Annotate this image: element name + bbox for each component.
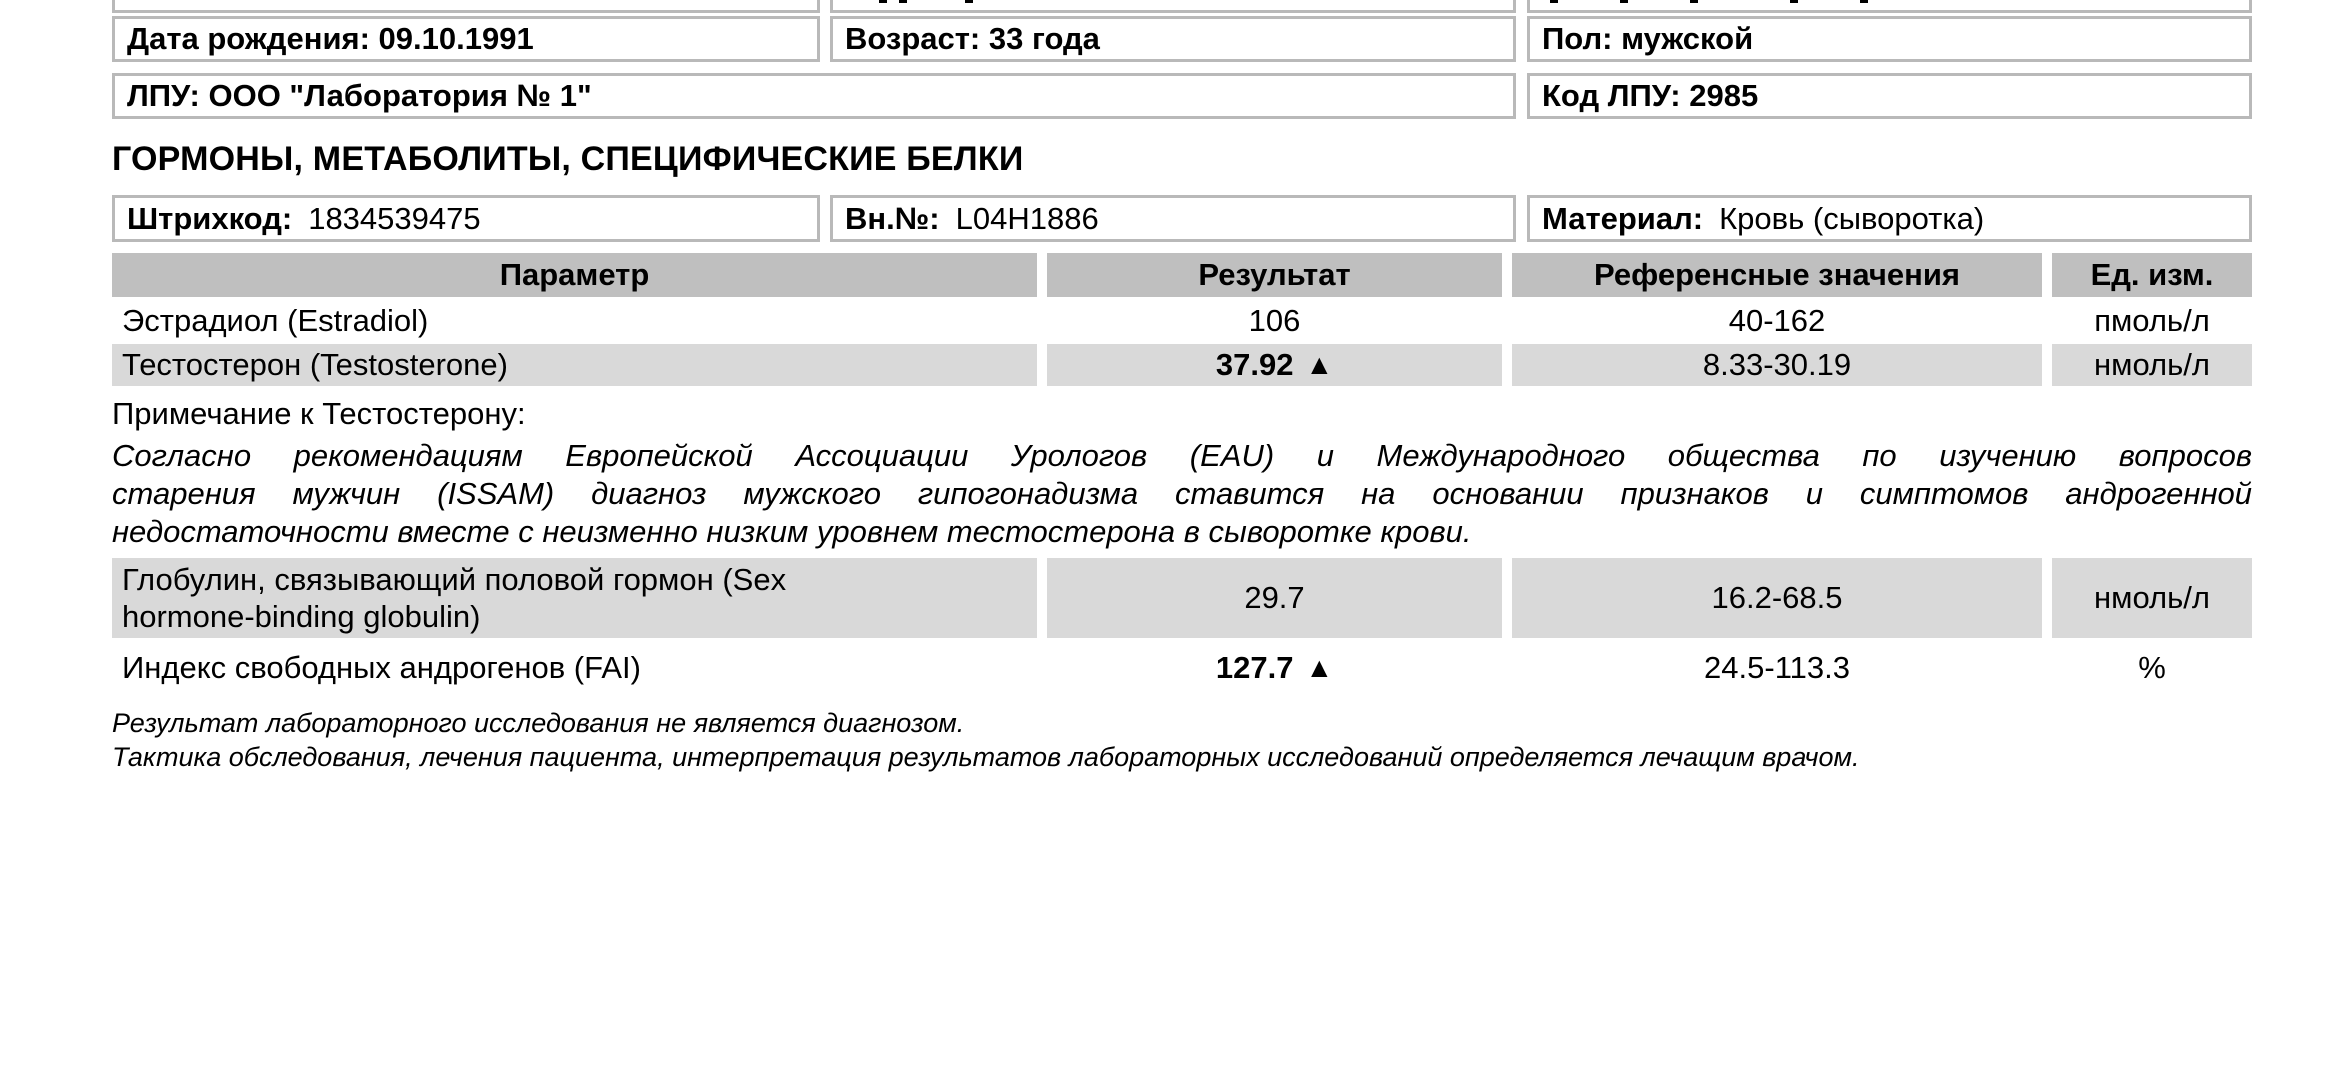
result-value: 106 (1248, 302, 1301, 338)
param-line-2: hormone-binding globulin) (122, 599, 481, 634)
info-box-lpu-code (1527, 73, 2252, 119)
param-name: Индекс свободных андрогенов (FAI) (122, 650, 641, 685)
results-table-header (112, 253, 2252, 297)
clipped-text-fragment (1860, 0, 1868, 3)
table-row-fai (112, 646, 2252, 690)
header-unit: Ед. изм. (2052, 253, 2252, 297)
info-box-barcode (112, 195, 820, 242)
material-label: Материал: (1542, 200, 1704, 236)
high-flag-icon: ▲ (1305, 652, 1334, 683)
unit: нмоль/л (2052, 558, 2252, 638)
sex-text: Пол: мужской (1542, 21, 1754, 56)
material-value: Кровь (сыворотка) (1719, 200, 1985, 236)
clipped-text-fragment (1690, 0, 1698, 3)
table-row-testosterone (112, 344, 2252, 386)
param-name: Эстрадиол (Estradiol) (122, 302, 429, 338)
section-title: ГОРМОНЫ, МЕТАБОЛИТЫ, СПЕЦИФИЧЕСКИЕ БЕЛКИ (112, 140, 1024, 178)
clipped-info-box-middle (830, 0, 1516, 13)
note-line: недостаточности вместе с неизменно низким уровнем тестостерона в сыворотке крови. (112, 514, 1472, 549)
header-param: Параметр (112, 253, 1037, 297)
internal-number-value: L04H1886 (955, 200, 1099, 236)
result-value (1047, 344, 1502, 386)
birth-date-text: Дата рождения: 09.10.1991 (127, 21, 534, 56)
clipped-text-fragment (879, 0, 887, 3)
info-box-birth-date (112, 16, 820, 62)
param-line-1: Глобулин, связывающий половой гормон (Sex (122, 562, 787, 597)
header-result: Результат (1047, 253, 1502, 297)
high-flag-icon: ▲ (1305, 349, 1334, 380)
lpu-code-text: Код ЛПУ: 2985 (1542, 78, 1759, 113)
ref-range: 24.5-113.3 (1704, 650, 1850, 685)
result-value (1047, 646, 1502, 690)
table-row-estradiol (112, 297, 2252, 344)
param-name: Тестостерон (Testosterone) (112, 344, 1037, 386)
param-name (112, 558, 1037, 638)
age-text: Возраст: 33 года (845, 21, 1100, 56)
info-box-lpu (112, 73, 1516, 119)
clipped-text-fragment (1620, 0, 1628, 3)
lpu-text: ЛПУ: ООО "Лаборатория № 1" (127, 78, 592, 113)
info-box-internal-number (830, 195, 1516, 242)
ref-range: 16.2-68.5 (1512, 558, 2042, 638)
clipped-info-box-left (112, 0, 820, 13)
ref-range: 40-162 (1728, 302, 1826, 338)
unit: нмоль/л (2052, 344, 2252, 386)
header-ref-range: Референсные значения (1512, 253, 2042, 297)
result-value: 29.7 (1047, 558, 1502, 638)
footnotes (112, 706, 1860, 774)
note-line: Согласно рекомендациям Европейской Ассоциации Урологов (EAU) и Международного общества по изучению вопросов (112, 438, 2252, 473)
clipped-text-fragment (1550, 0, 1558, 3)
note-label: Примечание к Тестостерону: (112, 396, 526, 431)
result-number: 127.7 (1215, 650, 1294, 685)
info-box-age (830, 16, 1516, 62)
result-number: 37.92 (1215, 347, 1294, 382)
clipped-info-box-right (1527, 0, 2252, 13)
ref-range: 8.33-30.19 (1512, 344, 2042, 386)
unit: пмоль/л (2094, 302, 2210, 338)
note-line: старения мужчин (ISSAM) диагноз мужского гипогонадизма ставится на основании признаков и симптомов андрогенной (112, 476, 2252, 511)
footnote-line: Результат лабораторного исследования не является диагнозом. (112, 708, 965, 738)
info-box-sex (1527, 16, 2252, 62)
clipped-text-fragment (899, 0, 907, 3)
clipped-text-fragment (965, 0, 973, 3)
internal-number-label: Вн.№: (845, 200, 940, 236)
info-box-material (1527, 195, 2252, 242)
barcode-value: 1834539475 (308, 200, 481, 236)
footnote-line: Тактика обследования, лечения пациента, интерпретация результатов лабораторных исследований определяется лечащим врачом. (112, 742, 1860, 772)
barcode-label: Штрихкод: (127, 200, 293, 236)
unit: % (2138, 650, 2166, 685)
clipped-text-fragment (1790, 0, 1798, 3)
table-row-shbg (112, 558, 2252, 638)
note-paragraph (112, 437, 2252, 551)
